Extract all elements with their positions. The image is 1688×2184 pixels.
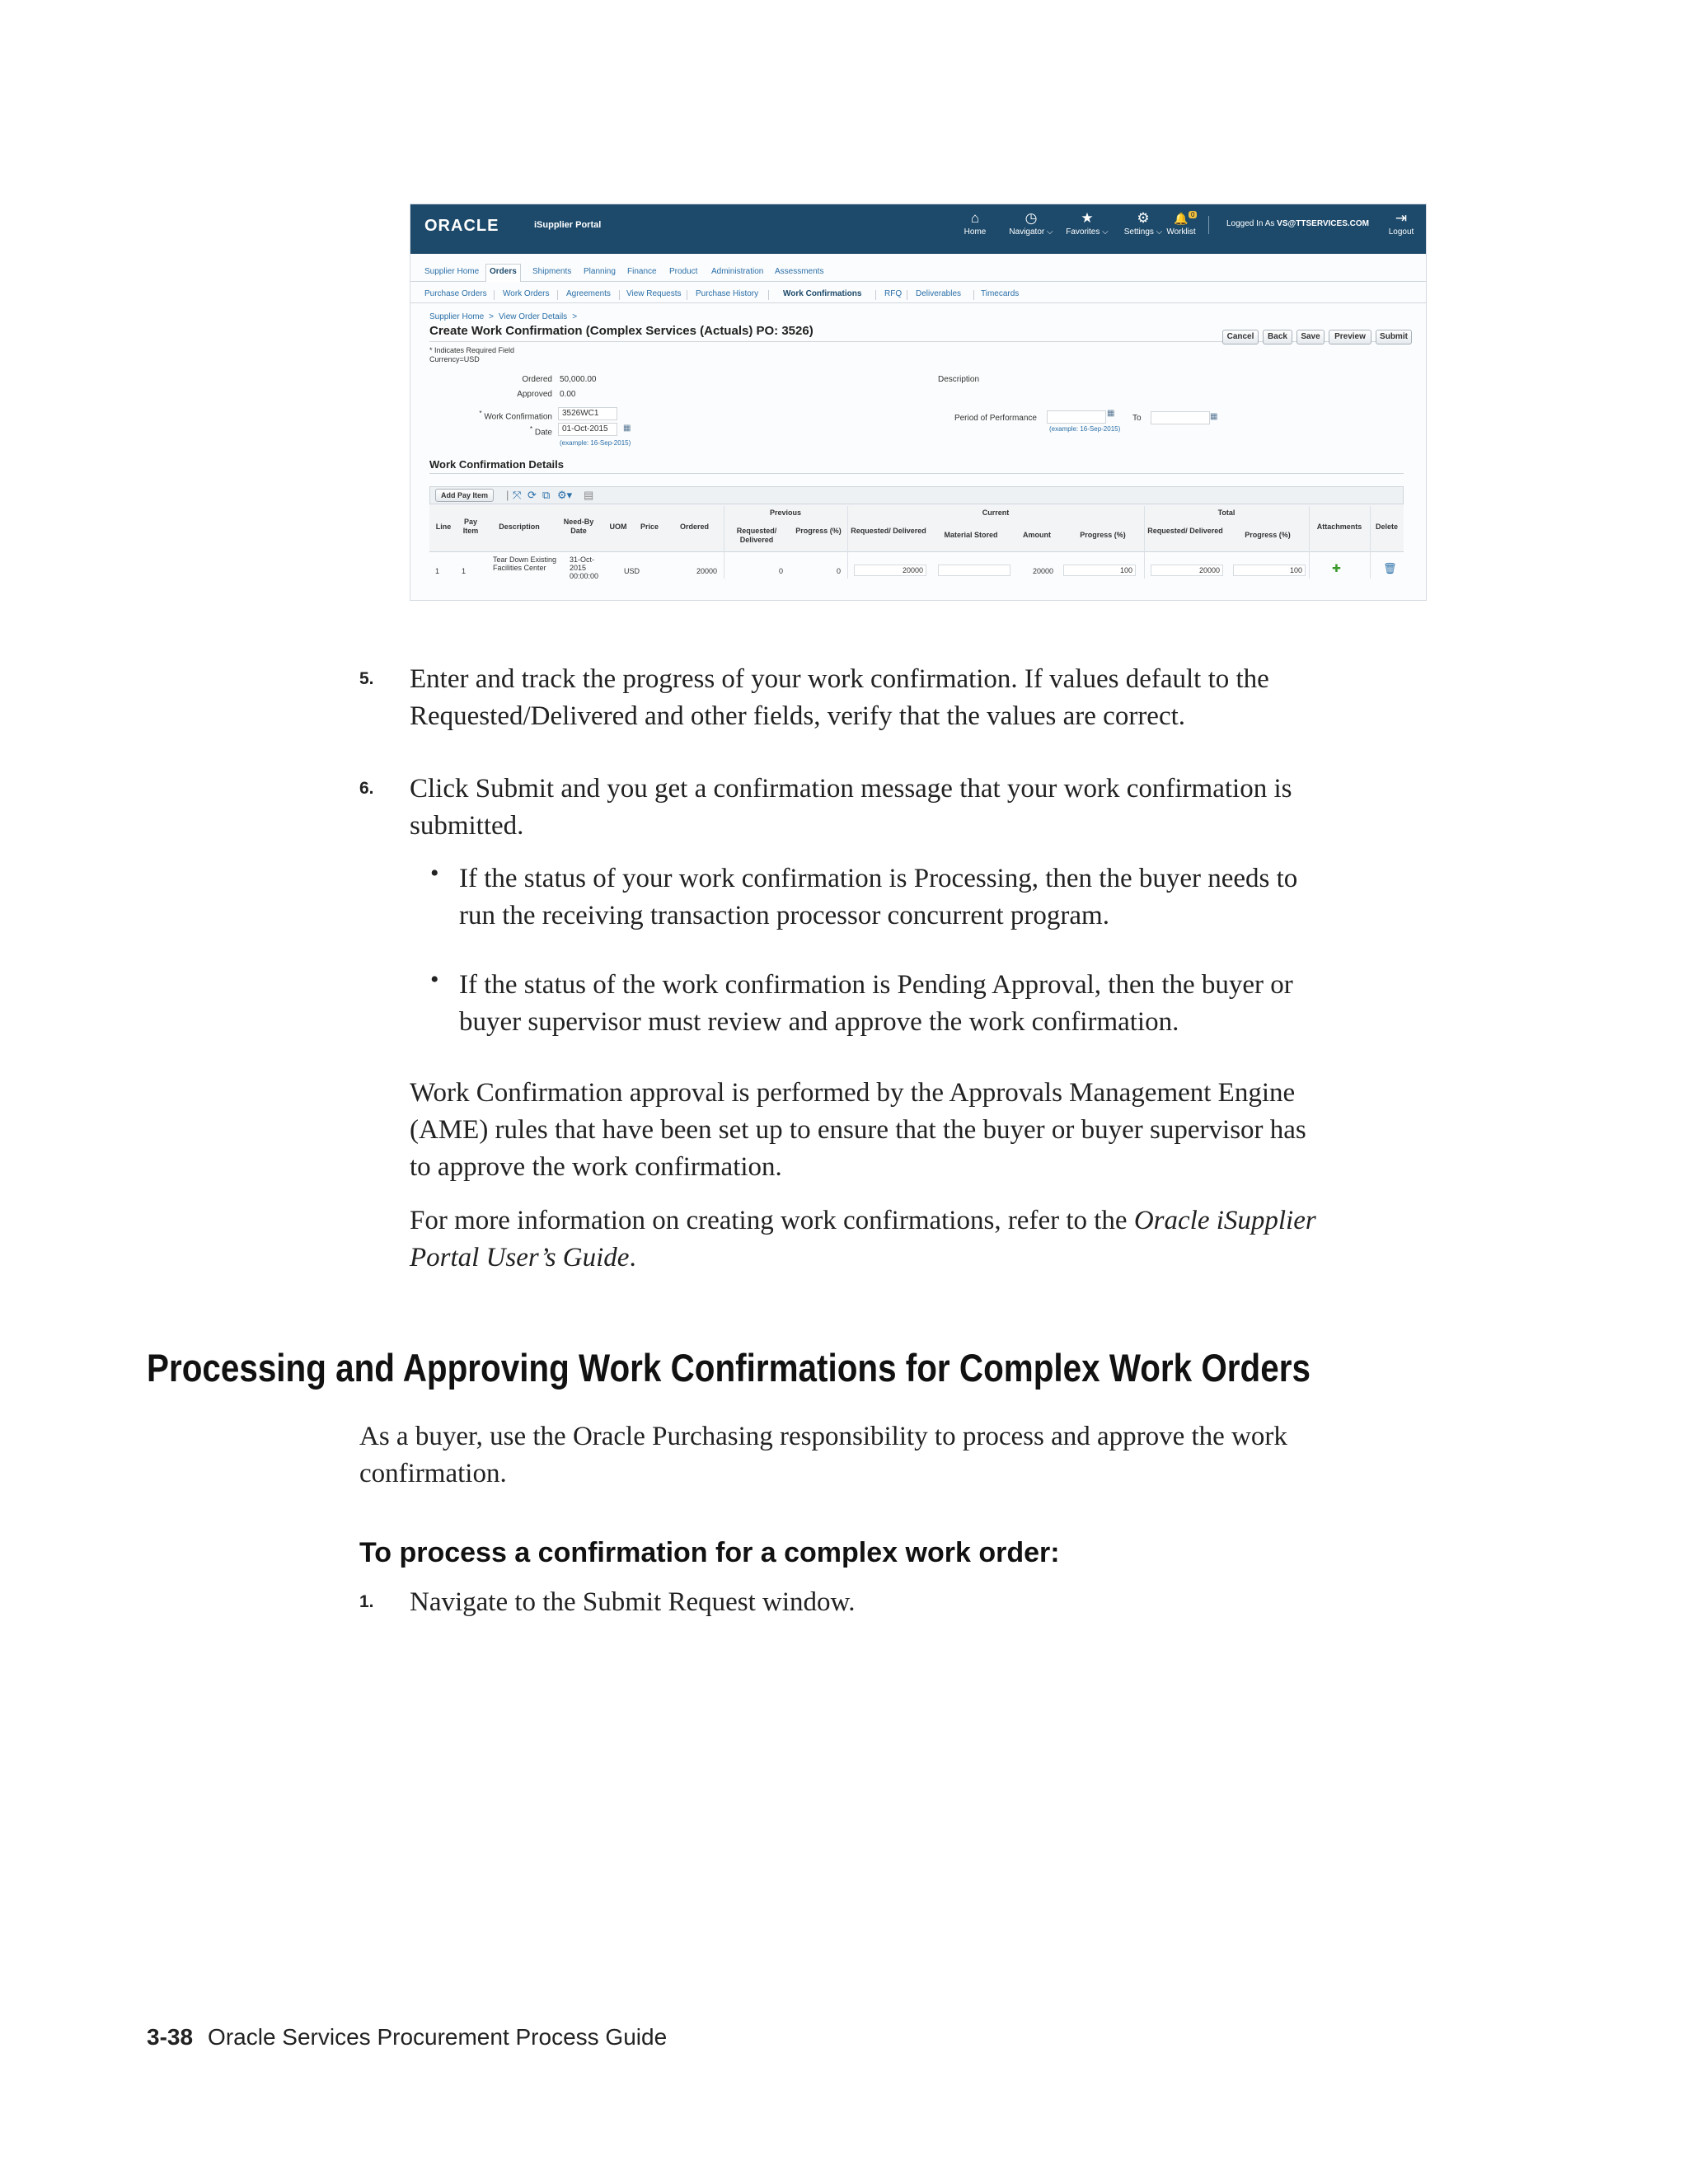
ordered-value: 50,000.00 [560,375,597,384]
col-description: Description [499,523,540,531]
cell-cur-requested-input[interactable]: 20000 [854,565,926,576]
export-icon[interactable]: ⧉ [542,489,551,501]
more-info-paragraph: For more information on creating work confirmations, refer to the Oracle iSupplier Portal User’s Guide. [410,1206,1316,1272]
book-title: Oracle Services Procurement Process Guide [208,2024,668,2050]
date-label: * Date [529,424,552,438]
section-heading: Processing and Approving Work Confirmations for Complex Work Orders [147,1346,1311,1390]
add-pay-item-button[interactable]: Add Pay Item [435,489,494,502]
star-icon: ★ [1081,210,1094,226]
col-uom: UOM [609,523,627,531]
cell-prev-requested: 0 [778,567,783,575]
procedure-heading: To process a confirmation for a complex work order: [359,1537,1060,1568]
gear-icon: ⚙ [1137,210,1150,226]
gear-icon[interactable]: ⚙▾ [557,489,573,501]
preview-button[interactable]: Preview [1329,330,1372,344]
clock-icon: ◷ [1025,210,1038,226]
to-label: To [1132,414,1142,423]
page-number: 3-38 [147,2024,194,2050]
bullet-processing: If the status of your work confirmation is Processing, then the buyer needs to run the receiving transaction processor concurrent program. [459,864,1298,930]
cell-description: Tear Down Existing Facilities Center [493,555,557,572]
ame-paragraph: Work Confirmation approval is performed by the Approvals Management Engine (AME) rules that have been set up to ensure that the buyer or buyer supervisor has to approve the work confirmation. [410,1078,1306,1182]
col-cur-requested: Requested/ Delivered [851,527,926,535]
col-attachments: Attachments [1316,523,1362,531]
col-pay-item: Pay Item [462,518,479,535]
back-button[interactable]: Back [1263,330,1292,344]
col-tot-requested: Requested/ Delivered [1147,527,1223,535]
group-current: Current [982,509,1010,517]
period-of-performance-label: Period of Performance [954,414,1037,423]
step-5-text: Enter and track the progress of your work confirmation. If values default to the Requested/Delivered and other fields, verify that the values are correct. [410,664,1269,731]
step-6-text: Click Submit and you get a confirmation message that your work confirmation is submitted. [410,774,1292,841]
step-number: 1. [359,1592,374,1611]
nav-favorites[interactable]: ★ Favorites ⌵ [1058,209,1116,237]
columns-icon[interactable]: ▤ [584,489,594,501]
cell-amount: 20000 [1032,567,1053,575]
cell-uom: USD [624,567,640,575]
logout-icon: ⇥ [1395,210,1408,226]
currency-note: Currency=USD [429,355,480,363]
expand-icon[interactable]: ⤧ [513,489,522,501]
tab-product[interactable]: Product [669,267,698,276]
description-label: Description [938,375,980,384]
group-total: Total [1217,509,1236,517]
bullet-pending-approval: If the status of the work confirmation is Pending Approval, then the buyer or buyer supervisor must review and approve the work confirmation. [459,970,1293,1037]
bullet-dot: • [430,966,439,993]
header-separator [1208,216,1209,234]
step-number: 6. [359,779,374,798]
user-name: VS@TTSERVICES.COM [1277,219,1369,228]
breadcrumb: Supplier Home > View Order Details > [429,312,578,321]
work-confirmation-input[interactable]: 3526WC1 [558,407,617,420]
subtab-rfq[interactable]: RFQ [884,289,903,298]
period-to-input[interactable] [1151,411,1210,424]
nav-logout[interactable]: ⇥ Logout [1376,209,1426,237]
tab-finance[interactable]: Finance [627,267,657,276]
cell-line: 1 [435,567,440,575]
step-number: 5. [359,669,374,688]
tab-planning[interactable]: Planning [584,267,616,276]
cell-tot-progress: 100 [1233,565,1306,576]
table-toolbar: Add Pay Item | ⤧ ⟳ ⧉ ⚙▾ ▤ [429,486,1404,504]
subtab-timecards[interactable]: Timecards [981,289,1020,298]
oracle-logo: ORACLE [424,217,499,235]
intro-paragraph: As a buyer, use the Oracle Purchasing responsibility to process and approve the work confirmation. [359,1422,1287,1488]
required-note: * Indicates Required Field Currency=USD [429,346,515,363]
col-need-by-date: Need-By Date [563,518,594,535]
work-confirmation-label: * Work Confirmation [479,409,552,422]
cell-cur-progress-input[interactable]: 100 [1063,565,1136,576]
subtab-work-orders[interactable]: Work Orders [503,289,550,298]
period-from-input[interactable] [1047,410,1106,424]
nav-navigator[interactable]: ◷ Navigator ⌵ [1002,209,1060,237]
tab-shipments[interactable]: Shipments [532,267,572,276]
cell-prev-progress: 0 [836,567,841,575]
col-line: Line [435,523,452,531]
ordered-label: Ordered [522,375,552,384]
nav-worklist[interactable]: 🔔 0 Worklist [1152,209,1210,237]
delete-icon[interactable]: 🗑 [1383,562,1397,574]
save-button[interactable]: Save [1296,330,1325,344]
subtab-work-confirmations[interactable]: Work Confirmations [783,289,862,298]
bell-icon: 🔔 [1174,212,1189,225]
nav-home[interactable]: ⌂ Home [946,209,1004,237]
cancel-button[interactable]: Cancel [1222,330,1259,344]
tab-assessments[interactable]: Assessments [775,267,824,276]
cell-pay-item: 1 [462,567,467,575]
refresh-icon[interactable]: ⟳ [528,489,537,501]
home-icon: ⌂ [970,210,980,226]
cell-material-stored-input[interactable] [938,565,1010,576]
subtab-view-requests[interactable]: View Requests [626,289,682,298]
tab-administration[interactable]: Administration [711,267,764,276]
guide-title: Portal User’s Guide [410,1243,630,1272]
breadcrumb-view-order-details[interactable]: View Order Details [499,312,568,321]
col-tot-progress: Progress (%) [1245,531,1291,539]
date-example: (example: 16-Sep-2015) [560,439,631,447]
col-price: Price [640,523,659,531]
col-material-stored: Material Stored [944,531,998,539]
calendar-icon[interactable]: ▦ [1107,409,1115,418]
tab-supplier-home[interactable]: Supplier Home [424,267,480,276]
calendar-icon[interactable]: ▦ [1210,412,1218,421]
bullet-dot: • [430,860,439,887]
page-footer [147,2024,667,2050]
isupplier-screenshot [410,204,1427,601]
main-tabs [410,264,1426,282]
portal-header [410,204,1426,254]
cell-need-by-date: 31-Oct- 2015 00:00:00 [570,555,599,580]
subtab-purchase-orders[interactable]: Purchase Orders [424,289,487,298]
period-example: (example: 16-Sep-2015) [1049,425,1121,433]
cell-tot-requested: 20000 [1151,565,1223,576]
details-section-title: Work Confirmation Details [429,458,565,471]
guide-title: Oracle iSupplier [1133,1206,1316,1235]
subtab-purchase-history[interactable]: Purchase History [696,289,759,298]
nav-settings[interactable]: ⚙ Settings ⌵ [1114,209,1172,237]
col-prev-progress: Progress (%) [795,527,842,535]
step-1-text: Navigate to the Submit Request window. [410,1587,856,1617]
col-cur-progress: Progress (%) [1080,531,1126,539]
logged-in-as: Logged In As VS@TTSERVICES.COM [1226,219,1369,228]
date-input[interactable]: 01-Oct-2015 [558,423,617,436]
subtab-agreements[interactable]: Agreements [566,289,611,298]
col-ordered: Ordered [679,523,709,531]
approved-label: Approved [517,390,552,399]
sub-tabs [410,287,1426,303]
portal-name: iSupplier Portal [534,220,602,230]
worklist-badge: 0 [1189,211,1197,218]
breadcrumb-supplier-home[interactable]: Supplier Home [429,312,485,321]
approved-value: 0.00 [560,390,576,399]
calendar-icon[interactable]: ▦ [623,424,631,433]
col-prev-requested: Requested/ Delivered [736,527,777,544]
col-delete: Delete [1375,523,1398,531]
add-attachment-icon[interactable]: ✚ [1332,562,1341,574]
cell-ordered: 20000 [696,567,717,575]
page-title: Create Work Confirmation (Complex Services (Actuals) PO: 3526) [429,324,814,338]
submit-button[interactable]: Submit [1376,330,1412,344]
group-previous: Previous [769,509,802,517]
subtab-deliverables[interactable]: Deliverables [916,289,962,298]
tab-orders[interactable]: Orders [485,264,521,282]
col-amount: Amount [1023,531,1051,539]
